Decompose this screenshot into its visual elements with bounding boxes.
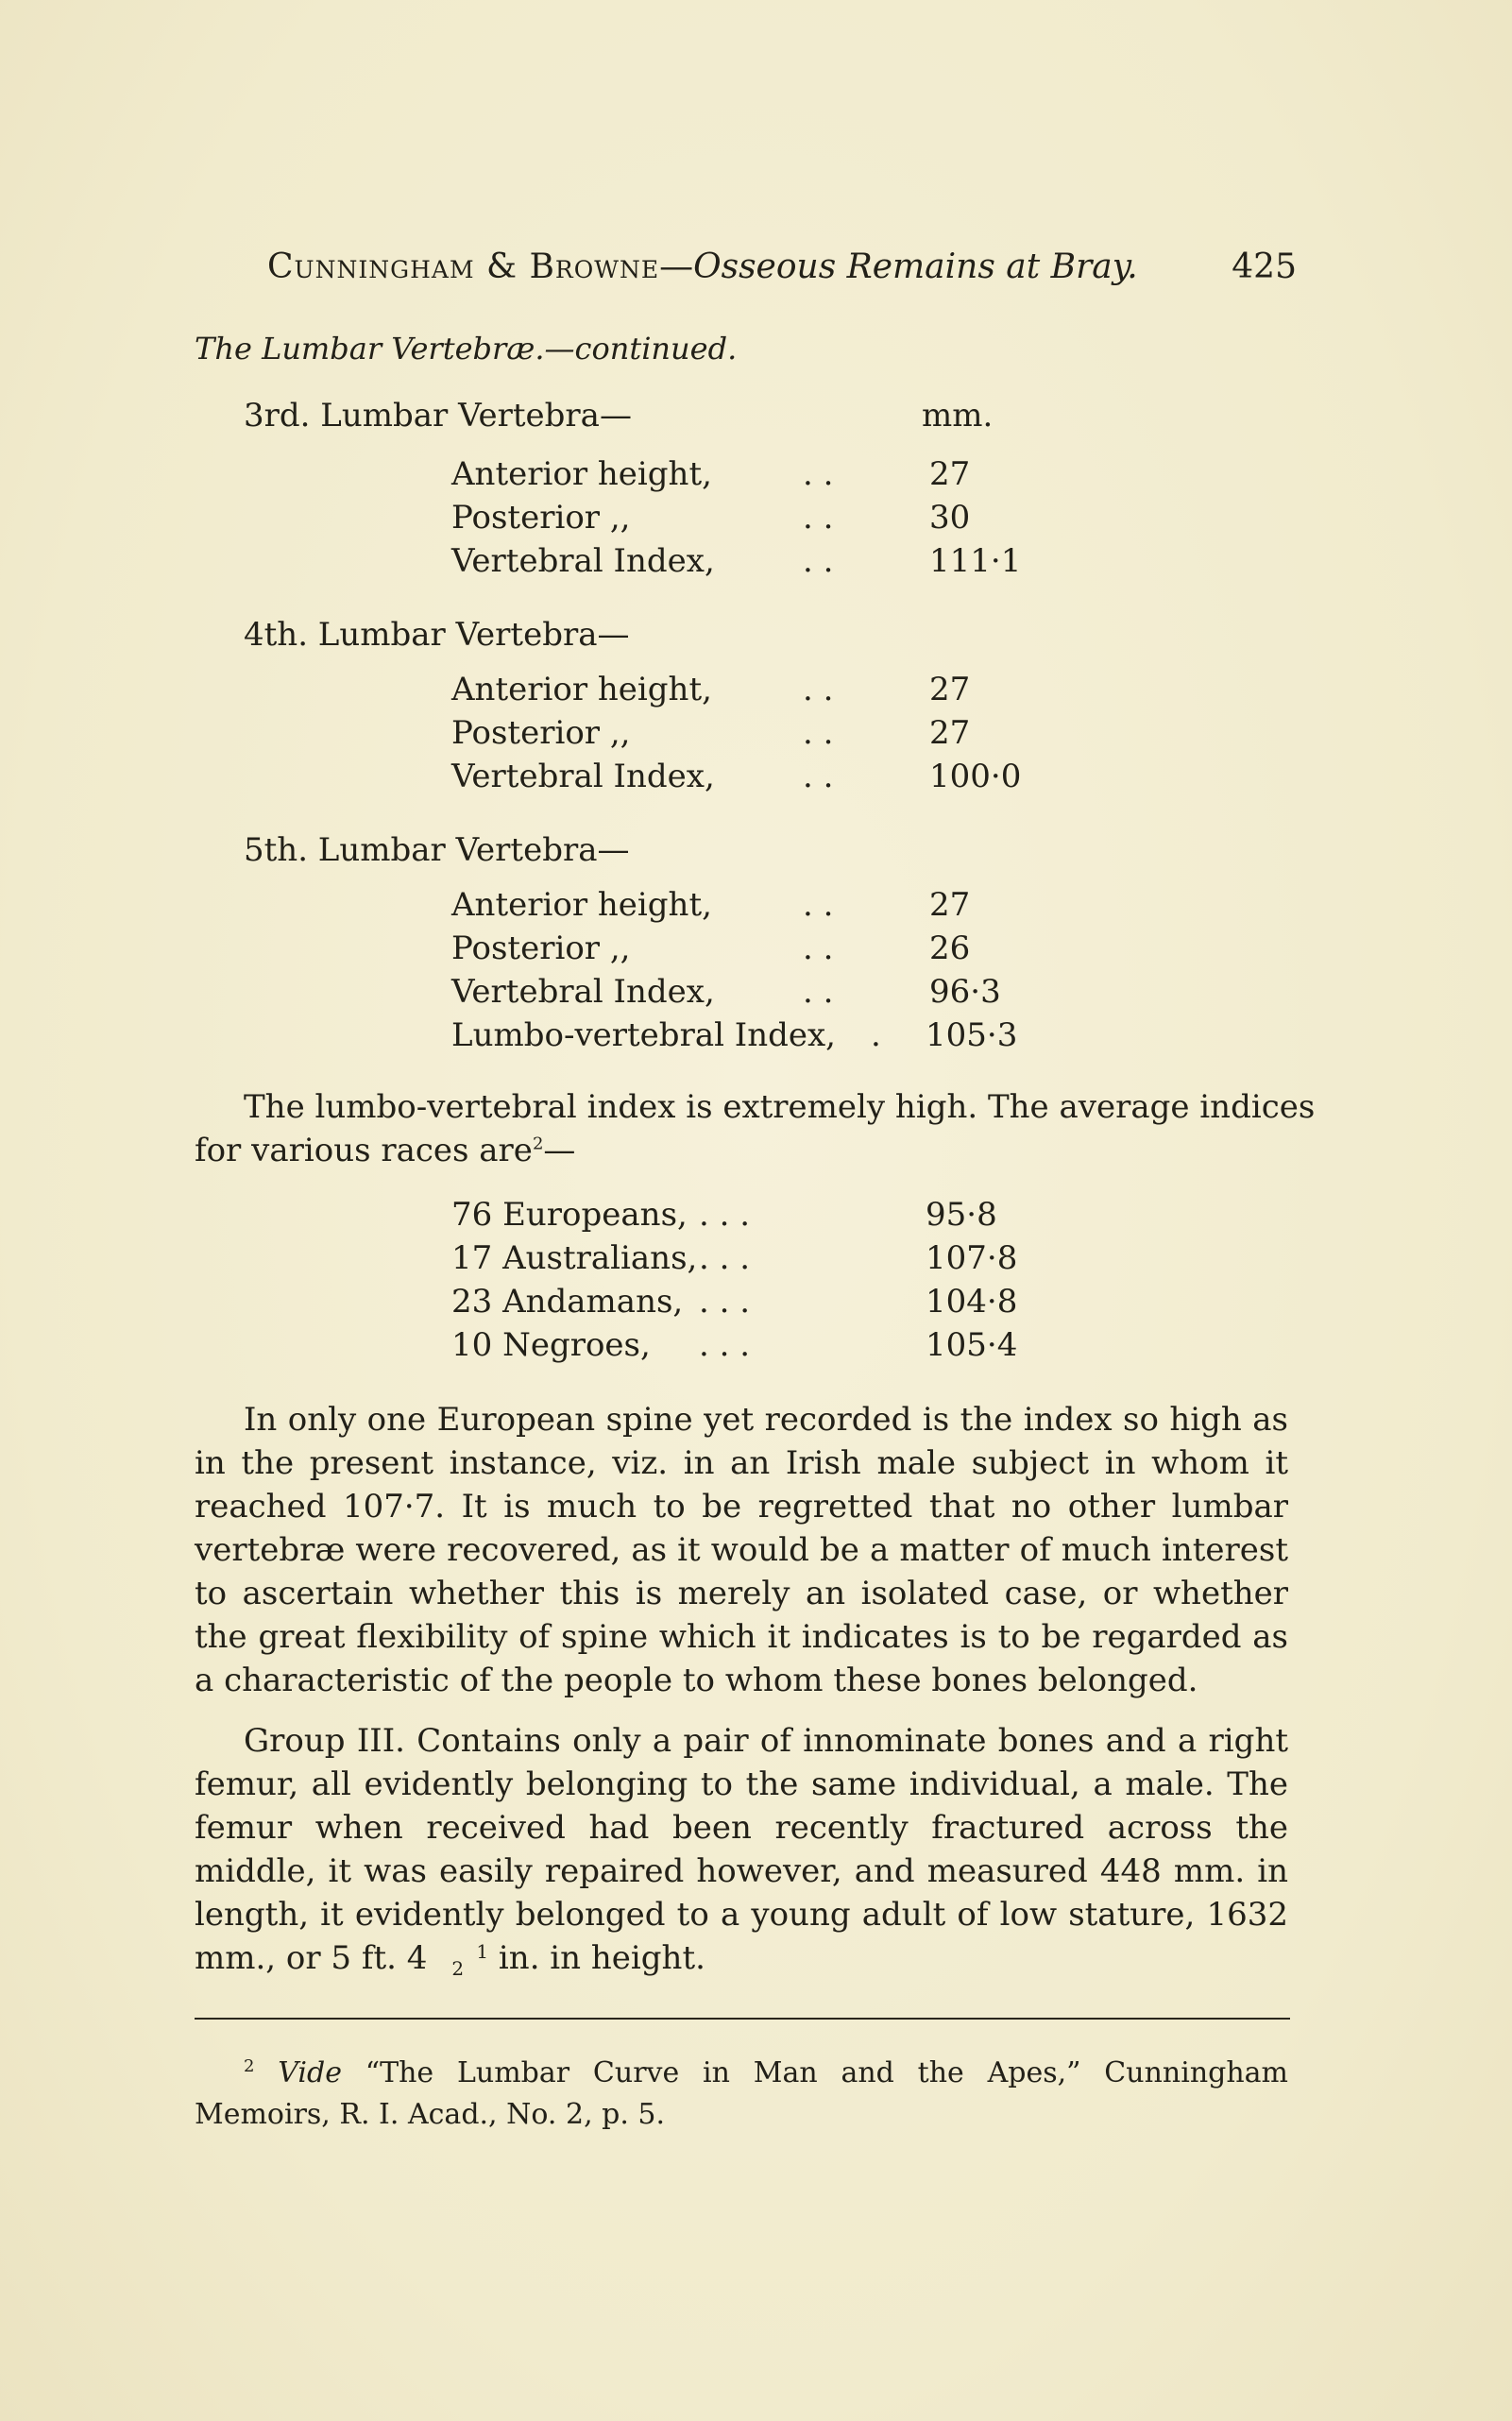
races-intro-line-2 bbox=[195, 1132, 575, 1169]
unit-label: mm. bbox=[922, 397, 994, 435]
paragraph-text: In only one European spine yet recorded is the index so high as in the present instance, viz. in an Irish male subject in whom it reached 107·7. It is much to be regretted that no other lumbar vertebræ were recovered, as it would be a matter of much interest to ascertain whether this is merely an isolated case, or whether the great flexibility of spine which it indicates is to be regarded as a characteristic of the people to whom these bones belonged. bbox=[195, 1401, 1288, 1699]
vertebra-5-lumbo-label: Lumbo-vertebral Index, bbox=[451, 1016, 836, 1054]
footnote-body bbox=[195, 2056, 1288, 2131]
leader-dots: . . bbox=[803, 542, 834, 580]
leader-dots: . . . bbox=[699, 1283, 751, 1321]
vertebra-4-index-value: 100·0 bbox=[929, 758, 1022, 795]
vertebra-4-index-label: Vertebral Index, bbox=[451, 758, 715, 795]
race-row-label: 23 Andamans, bbox=[451, 1283, 684, 1321]
leader-dots: . . bbox=[803, 499, 834, 537]
paragraph-index-discussion bbox=[195, 1398, 1288, 1702]
race-row-label: 10 Negroes, bbox=[451, 1326, 651, 1364]
vertebra-3-index-value: 111·1 bbox=[929, 542, 1022, 580]
footnote-marker: 2 bbox=[244, 2056, 255, 2076]
footnote bbox=[195, 2046, 1288, 2136]
vertebra-5-lumbo-value: 105·3 bbox=[926, 1016, 1018, 1054]
leader-dots: . . bbox=[803, 758, 834, 795]
race-row-label: 76 Europeans, bbox=[451, 1196, 688, 1234]
leader-dots: . bbox=[871, 1016, 881, 1054]
vertebra-3-anterior-label: Anterior height, bbox=[451, 455, 712, 493]
leader-dots: . . . bbox=[699, 1326, 751, 1364]
race-row-label: 17 Australians, bbox=[451, 1239, 698, 1277]
footnote-divider bbox=[195, 2018, 1290, 2020]
leader-dots: . . . bbox=[699, 1196, 751, 1234]
vertebra-5-index-label: Vertebral Index, bbox=[451, 973, 715, 1011]
vertebra-5-anterior-label: Anterior height, bbox=[451, 886, 712, 924]
vertebra-3-label: 3rd. Lumbar Vertebra— bbox=[244, 397, 632, 435]
vertebra-5-label: 5th. Lumbar Vertebra— bbox=[244, 831, 630, 869]
leader-dots: . . bbox=[803, 671, 834, 708]
fraction-denominator: 2 bbox=[451, 1957, 465, 1980]
header-title-line bbox=[267, 247, 1138, 286]
fraction-numerator: 1 bbox=[476, 1940, 489, 1963]
race-row-value: 105·4 bbox=[926, 1326, 1018, 1364]
vertebra-4-label: 4th. Lumbar Vertebra— bbox=[244, 616, 630, 654]
leader-dots: . . bbox=[803, 886, 834, 924]
vertebra-3-anterior-value: 27 bbox=[929, 455, 971, 493]
paragraph-text bbox=[195, 1719, 1288, 1980]
races-intro-text: for various races are bbox=[195, 1132, 533, 1169]
vertebra-5-posterior-value: 26 bbox=[929, 929, 971, 967]
vertebra-3-posterior-label: Posterior ,, bbox=[451, 499, 631, 537]
vertebra-4-anterior-value: 27 bbox=[929, 671, 971, 708]
paragraph-main-text: Group III. Contains only a pair of innominate bones and a right femur, all evidently belonging to the same individual, a male. The femur when received had been recently fractured across the middle, it was easily repaired however, and measured 448 mm. in length, it evidently belonged to a young adult of low stature, 1632 mm., or 5 ft. 4 bbox=[195, 1722, 1288, 1977]
leader-dots: . . bbox=[803, 973, 834, 1011]
race-row-value: 104·8 bbox=[926, 1283, 1018, 1321]
vertebra-3-index-label: Vertebral Index, bbox=[451, 542, 715, 580]
race-row-value: 107·8 bbox=[926, 1239, 1018, 1277]
vertebra-4-anterior-label: Anterior height, bbox=[451, 671, 712, 708]
page-number: 425 bbox=[1232, 247, 1297, 286]
race-row-value: 95·8 bbox=[926, 1196, 997, 1234]
vertebra-4-posterior-label: Posterior ,, bbox=[451, 714, 631, 752]
section-subheading: The Lumbar Vertebræ.—continued. bbox=[195, 331, 738, 367]
vertebra-5-posterior-label: Posterior ,, bbox=[451, 929, 631, 967]
paragraph-tail-text: in. in height. bbox=[488, 1939, 705, 1977]
header-title: Osseous Remains at Bray. bbox=[693, 247, 1138, 286]
races-intro-line-1: The lumbo-vertebral index is extremely high. The average indices bbox=[244, 1088, 1316, 1126]
running-header bbox=[267, 247, 1297, 286]
paragraph-group-three bbox=[195, 1719, 1288, 1980]
footnote-text: “The Lumbar Curve in Man and the Apes,” Cunningham Memoirs, R. I. Acad., No. 2, p. 5. bbox=[195, 2056, 1288, 2131]
vertebra-4-posterior-value: 27 bbox=[929, 714, 971, 752]
leader-dots: . . bbox=[803, 455, 834, 493]
leader-dots: . . . bbox=[699, 1239, 751, 1277]
header-dash: — bbox=[659, 247, 694, 286]
leader-dots: . . bbox=[803, 929, 834, 967]
vertebra-3-posterior-value: 30 bbox=[929, 499, 971, 537]
races-intro-dash: — bbox=[543, 1132, 576, 1169]
vertebra-5-anterior-value: 27 bbox=[929, 886, 971, 924]
fraction-half bbox=[427, 1940, 489, 1980]
footnote-ref: 2 bbox=[532, 1134, 544, 1154]
footnote-vide: Vide bbox=[278, 2056, 342, 2089]
header-authors: Cunningham & Browne bbox=[267, 247, 660, 286]
leader-dots: . . bbox=[803, 714, 834, 752]
vertebra-5-index-value: 96·3 bbox=[929, 973, 1001, 1011]
